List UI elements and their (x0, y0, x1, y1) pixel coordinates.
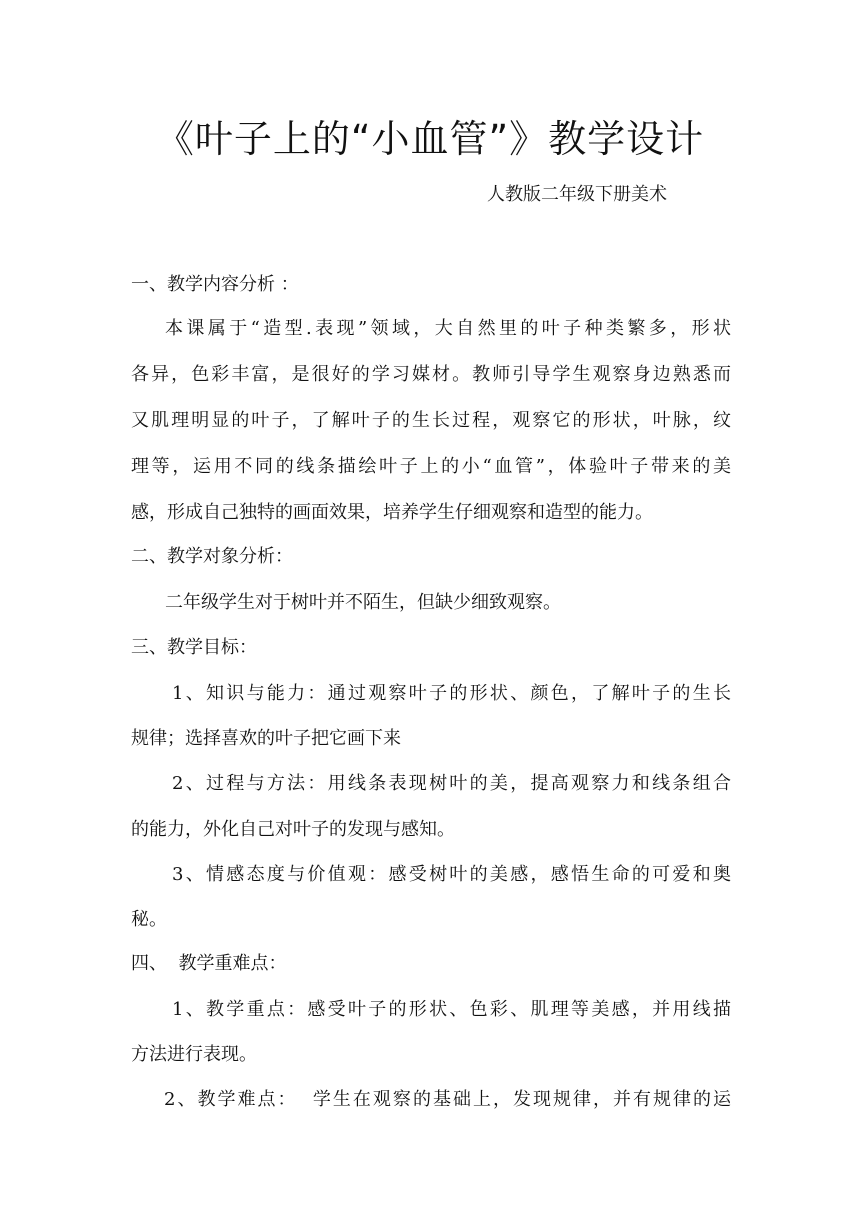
paragraph-line: 各异，色彩丰富，是很好的学习媒材。教师引导学生观察身边熟悉而 (131, 364, 731, 385)
section-heading-teaching-goals: 三、教学目标： (131, 637, 257, 658)
paragraph-line: 二年级学生对于树叶并不陌生，但缺少细致观察。 (165, 592, 561, 613)
goal-line: 2、过程与方法：用线条表现树叶的美，提高观察力和线条组合 (172, 773, 731, 794)
document-subtitle: 人教版二年级下册美术 (487, 184, 667, 205)
section-heading-student-analysis: 二、教学对象分析： (131, 546, 293, 567)
key-point-line: 2、教学难点： 学生在观察的基础上，发现规律，并有规律的运 (164, 1089, 731, 1110)
paragraph-line: 又肌理明显的叶子，了解叶子的生长过程，观察它的形状，叶脉，纹 (131, 410, 731, 431)
key-point-line: 方法进行表现。 (131, 1044, 257, 1065)
goal-line: 秘。 (131, 909, 167, 930)
goal-line: 规律；选择喜欢的叶子把它画下来 (131, 728, 401, 749)
paragraph-line: 理等，运用不同的线条描绘叶子上的小“血管”，体验叶子带来的美 (131, 456, 731, 477)
goal-line: 3、情感态度与价值观：感受树叶的美感，感悟生命的可爱和奥 (172, 864, 731, 885)
paragraph-line: 本课属于“造型.表现”领域，大自然里的叶子种类繁多，形状 (165, 318, 731, 339)
goal-line: 的能力，外化自己对叶子的发现与感知。 (131, 819, 455, 840)
goal-line: 1、知识与能力：通过观察叶子的形状、颜色，了解叶子的生长 (172, 683, 731, 704)
section-heading-content-analysis: 一、教学内容分析 ： (131, 274, 299, 295)
paragraph-line: 感，形成自己独特的画面效果，培养学生仔细观察和造型的能力。 (131, 502, 653, 523)
key-point-line: 1、教学重点：感受叶子的形状、色彩、肌理等美感，并用线描 (172, 999, 731, 1020)
document-title: 《叶子上的“小血管”》教学设计 (155, 117, 705, 161)
section-heading-key-difficulties: 四、 教学重难点： (131, 953, 287, 974)
